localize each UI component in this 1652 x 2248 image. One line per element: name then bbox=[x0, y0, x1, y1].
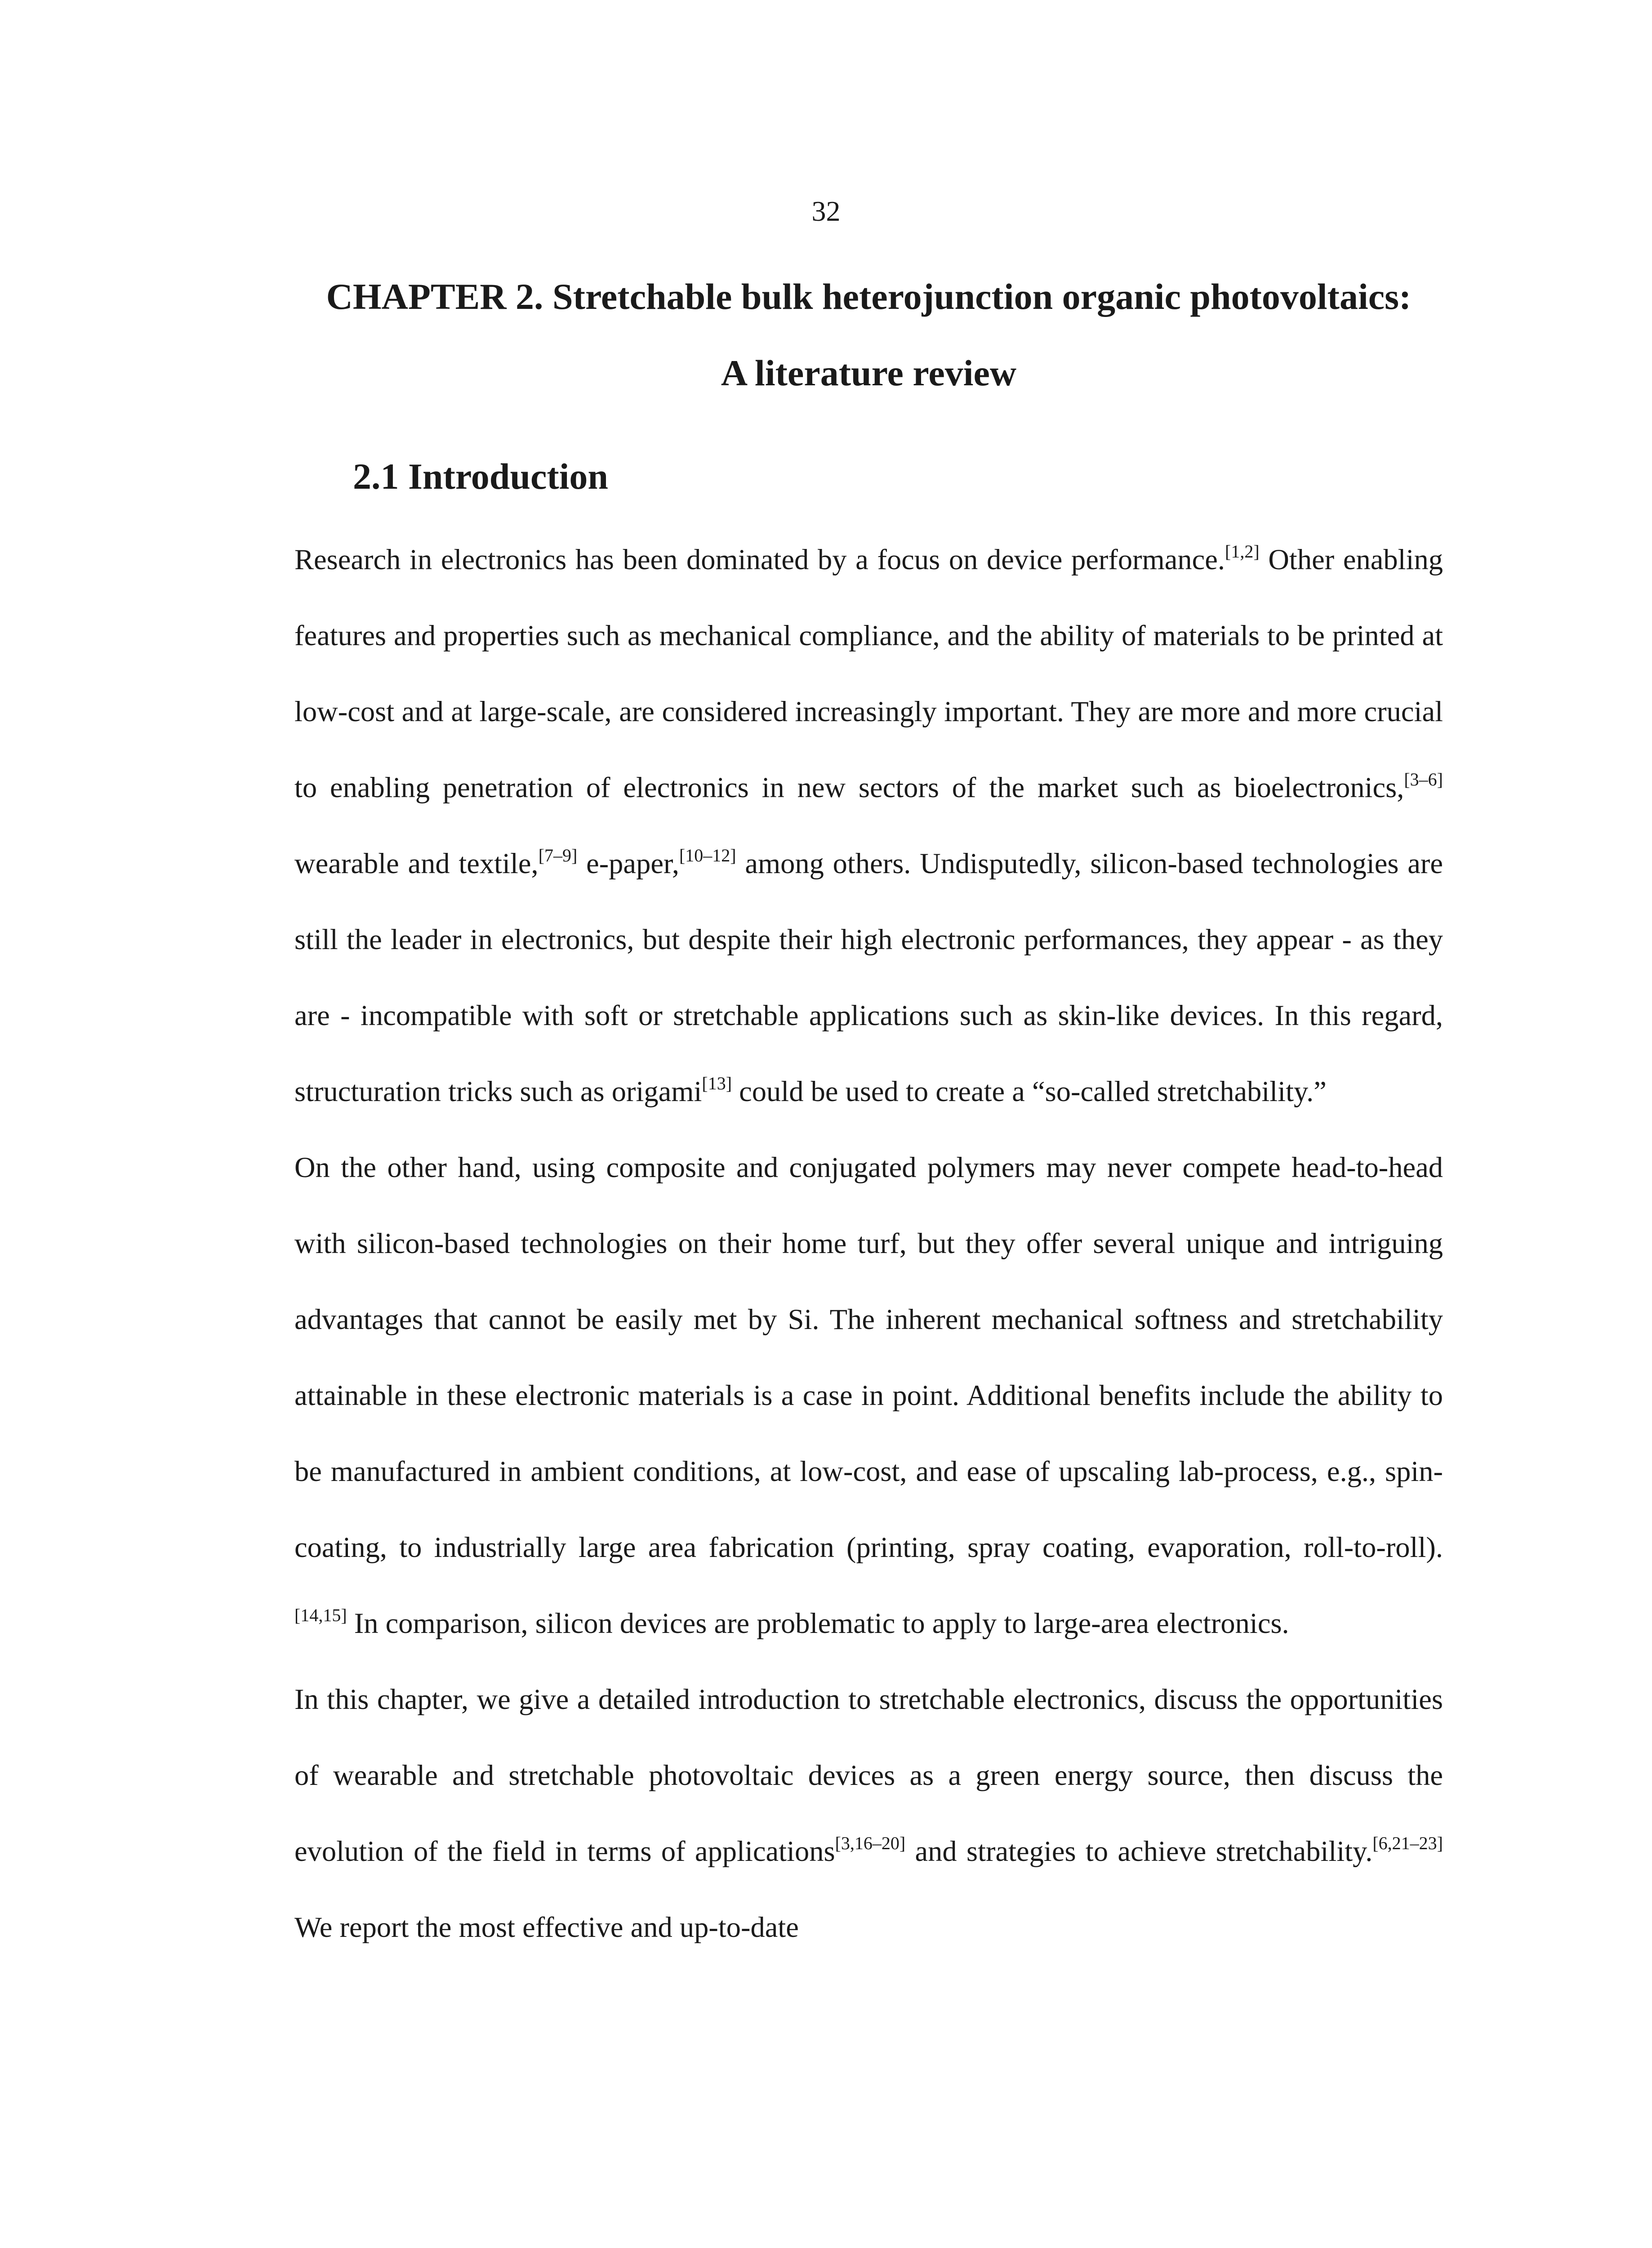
text-run: and strategies to achieve stretchability. bbox=[905, 1835, 1373, 1867]
section-heading: 2.1 Introduction bbox=[353, 456, 609, 497]
chapter-title-line-2: A literature review bbox=[721, 352, 1017, 393]
text-run: On the other hand, using composite and conjugated polymers may never compete head-to-head with silicon-based technologies on their home turf, but they offer several unique and intriguing advantages that cannot be easily met by Si. The inherent mechanical softness and stretchability attainable in these electronic materials is a case in point. Additional benefits include the ability to be manufactured in ambient conditions, at low-cost, and ease of upscaling lab-process, e.g., spin-coating, to industrially large area fabrication (printing, spray coating, evaporation, roll-to-roll). bbox=[294, 1151, 1443, 1563]
paragraph bbox=[294, 1129, 1443, 1661]
chapter-title bbox=[294, 259, 1443, 411]
text-run: In comparison, silicon devices are problematic to apply to large-area electronics. bbox=[347, 1607, 1289, 1639]
citation-superscript: [3–6] bbox=[1404, 769, 1443, 789]
text-run: In this chapter, we give a detailed introduction to stretchable electronics, discuss the opportunities of wearable and stretchable photovoltaic devices as a green energy source, then discuss the evolution of the field in terms of applications bbox=[294, 1683, 1443, 1867]
text-run: could be used to create a “so-called stretchability.” bbox=[732, 1075, 1327, 1107]
citation-superscript: [10–12] bbox=[679, 845, 736, 865]
page-number: 32 bbox=[811, 195, 841, 227]
text-run: e-paper, bbox=[577, 847, 679, 879]
text-run: among others. Undisputedly, silicon-based technologies are still the leader in electronics, but despite their high electronic performances, they appear - as they are - incompatible with soft or stretchable applications such as skin-like devices. In this regard, structuration tricks such as origami bbox=[294, 847, 1443, 1107]
citation-superscript: [7–9] bbox=[538, 845, 578, 865]
citation-superscript: [14,15] bbox=[294, 1605, 347, 1625]
paragraph bbox=[294, 522, 1443, 1129]
citation-superscript: [1,2] bbox=[1225, 541, 1260, 562]
text-run: We report the most effective and up-to-date bbox=[294, 1911, 799, 1943]
text-run: Research in electronics has been dominated by a focus on device performance. bbox=[294, 544, 1225, 575]
chapter-title-line-1: CHAPTER 2. Stretchable bulk heterojunction organic photovoltaics: bbox=[326, 276, 1412, 317]
paragraph bbox=[294, 1661, 1443, 1965]
citation-superscript: [3,16–20] bbox=[835, 1833, 906, 1853]
text-run: wearable and textile, bbox=[294, 847, 539, 879]
body-text bbox=[294, 522, 1443, 1965]
citation-superscript: [13] bbox=[702, 1073, 732, 1093]
text-run: Other enabling features and properties such as mechanical compliance, and the ability of materials to be printed at low-cost and at large-scale, are considered increasingly important. They are more and more crucial to enabling penetration of electronics in new sectors of the market such as bioelectronics, bbox=[294, 544, 1443, 803]
citation-superscript: [6,21–23] bbox=[1372, 1833, 1443, 1853]
